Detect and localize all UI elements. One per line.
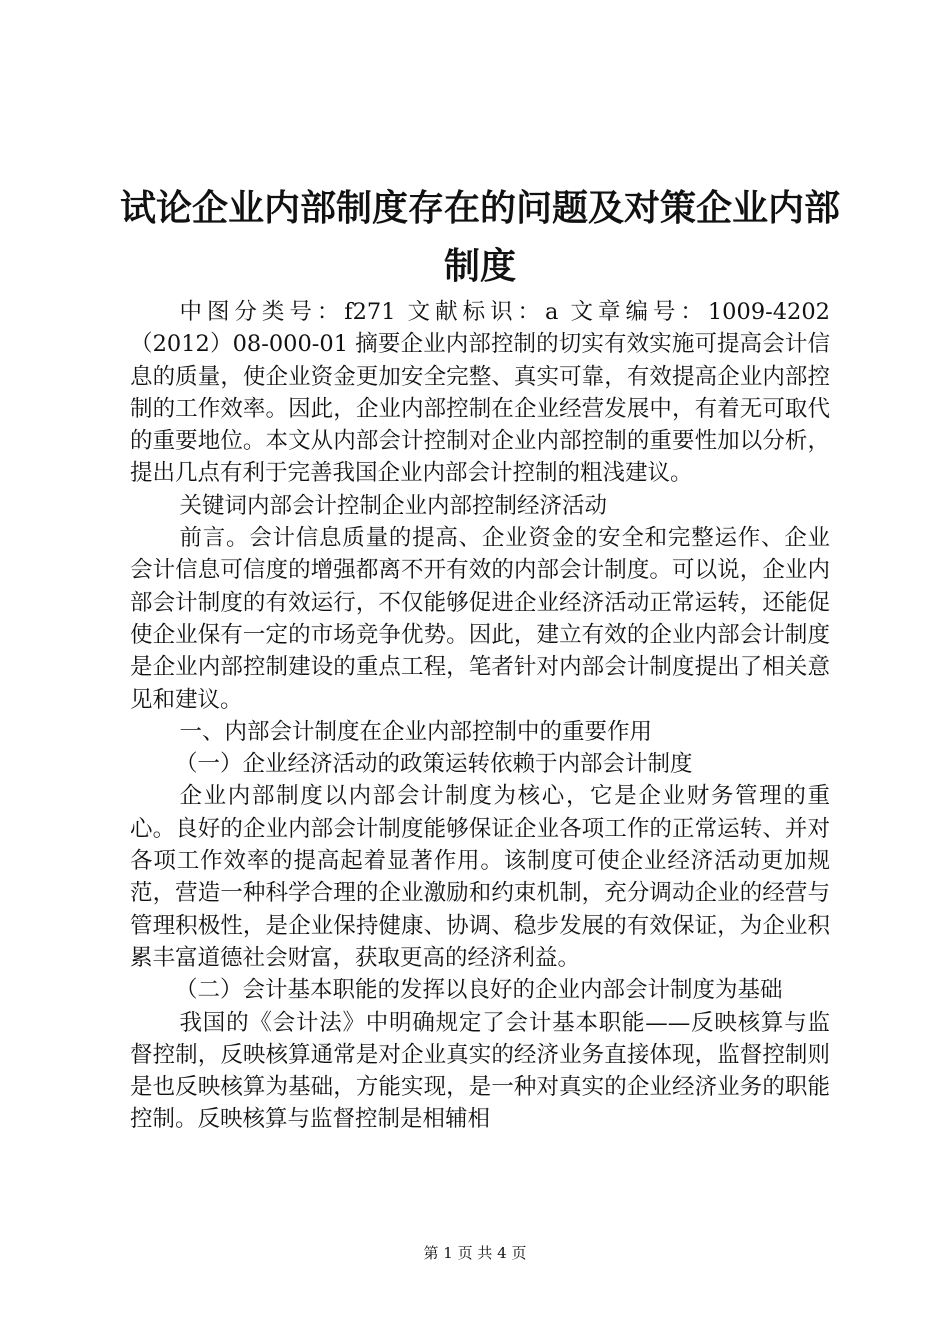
section-heading-1: 一、内部会计制度在企业内部控制中的重要作用 <box>179 718 653 745</box>
document-title: 试论企业内部制度存在的问题及对策企业内部制度 <box>120 188 841 287</box>
subsection-heading-2: （二）会计基本职能的发挥以良好的企业内部会计制度为基础 <box>175 977 783 1004</box>
paragraph-abstract: 中图分类号：f271 文献标识：a 文章编号：1009-4202（2012）08-000-01 摘要企业内部控制的切实有效实施可提高会计信息的质量，使企业资金更加安全完整、真实可靠，有效提高企业内部控制的工作效率。因此，企业内部控制在企业经营发展中，有着无可取代的重要地位。本文从内部会计控制对企业内部控制的重要性加以分析，提出几点有利于完善我国企业内部会计控制的粗浅建议。 <box>130 299 830 487</box>
subsection-heading-1: （一）企业经济活动的政策运转依赖于内部会计制度 <box>175 751 693 778</box>
paragraph-accounting-law: 我国的《会计法》中明确规定了会计基本职能——反映核算与监督控制，反映核算通常是对企业真实的经济业务直接体现，监督控制则是也反映核算为基础，方能实现，是一种对真实的企业经济业务的职能控制。反映核算与监督控制是相辅相 <box>130 1009 830 1133</box>
paragraph-keywords: 关键词内部会计控制企业内部控制经济活动 <box>179 492 608 519</box>
document-body <box>130 296 830 1136</box>
page-footer: 第 1 页 共 4 页 <box>423 1244 527 1262</box>
paragraph-preface: 前言。会计信息质量的提高、企业资金的安全和完整运作、企业会计信息可信度的增强都离不开有效的内部会计制度。可以说，企业内部会计制度的有效运行，不仅能够促进企业经济活动正常运转，还能促使企业保有一定的市场竞争优势。因此，建立有效的企业内部会计制度是企业内部控制建设的重点工程，笔者针对内部会计制度提出了相关意见和建议。 <box>130 525 830 713</box>
paragraph-internal-system: 企业内部制度以内部会计制度为核心，它是企业财务管理的重心。良好的企业内部会计制度能够保证企业各项工作的正常运转、并对各项工作效率的提高起着显著作用。该制度可使企业经济活动更加规范，营造一种科学合理的企业激励和约束机制，充分调动企业的经营与管理积极性，是企业保持健康、协调、稳步发展的有效保证，为企业积累丰富道德社会财富，获取更高的经济利益。 <box>130 783 830 971</box>
